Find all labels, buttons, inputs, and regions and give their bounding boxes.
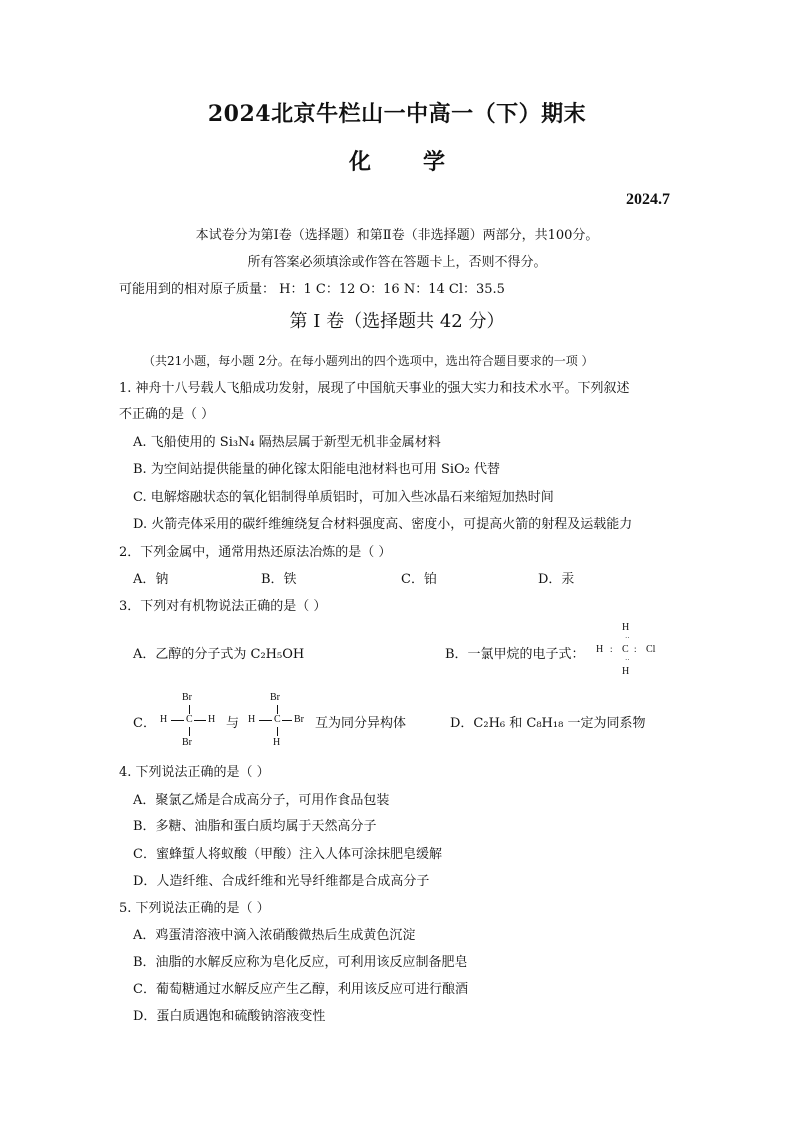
q5-option-a: A．鸡蛋清溶液中滴入浓硝酸微热后生成黄色沉淀: [133, 928, 416, 943]
q5-option-d: D．蛋白质遇饱和硫酸钠溶液变性: [133, 1009, 326, 1024]
q3-option-b: B．一氯甲烷的电子式：: [445, 647, 585, 662]
ed-bottom-dots: ··: [625, 656, 630, 664]
dibromomethane-structure-1: [160, 692, 220, 750]
s2-left-bond: [259, 720, 272, 721]
s2-right-atom: Br: [294, 714, 304, 725]
s2-bottom-atom: H: [273, 737, 281, 748]
q3-option-c-prefix: C．: [133, 716, 156, 731]
s2-bottom-bond: [277, 727, 278, 736]
atomic-masses: 可能用到的相对原子质量： H：1 C：12 O：16 N：14 Cl：35.5: [119, 282, 505, 297]
ed-center-atom: C: [622, 644, 629, 655]
subject-char-1: 化: [348, 149, 371, 175]
q2-option-d: D．汞: [538, 572, 575, 587]
q2-option-b: B．铁: [261, 572, 297, 587]
ed-top-dots: ··: [625, 634, 630, 642]
q3-option-a: A．乙醇的分子式为 C₂H₅OH: [133, 647, 305, 662]
q2-option-c: C．铂: [401, 572, 437, 587]
section-title: 第 Ⅰ 卷（选择题共 42 分）: [289, 311, 505, 332]
q1-option-b: B. 为空间站提供能量的砷化镓太阳能电池材料也可用 SiO₂ 代替: [133, 462, 501, 477]
s2-top-bond: [277, 705, 278, 714]
s1-left-atom: H: [160, 714, 168, 725]
s2-right-bond: [282, 720, 292, 721]
s1-right-atom: H: [208, 714, 216, 725]
ed-right-atom: Cl: [646, 644, 656, 655]
s1-bottom-bond: [189, 727, 190, 736]
ed-right-dots: :: [634, 644, 637, 654]
ed-top-atom: H: [622, 622, 630, 633]
q5-option-b: B．油脂的水解反应称为皂化反应，可利用该反应制备肥皂: [133, 955, 468, 970]
q1-option-c: C. 电解熔融状态的氧化铝制得单质铝时，可加入些冰晶石来缩短加热时间: [133, 490, 554, 505]
subject-title: [0, 145, 794, 176]
subject-char-2: 学: [423, 149, 446, 175]
q4-option-d: D．人造纤维、合成纤维和光导纤维都是合成高分子: [133, 874, 430, 889]
s1-center-atom: C: [186, 714, 193, 725]
q2-option-a: A．钠: [133, 572, 169, 587]
intro-line-2: 所有答案必须填涂或作答在答题卡上，否则不得分。: [247, 255, 547, 270]
q4-option-a: A．聚氯乙烯是合成高分子，可用作食品包装: [133, 793, 390, 808]
s1-left-bond: [171, 720, 184, 721]
s1-right-bond: [194, 720, 206, 721]
chloromethane-electron-formula: [596, 622, 666, 682]
s2-left-atom: H: [248, 714, 256, 725]
exam-title: 2024北京牛栏山一中高一（下）期末: [207, 101, 587, 127]
dibromomethane-structure-2: [248, 692, 312, 750]
section-instruction: （共21小题，每小题 2分。在每小题列出的四个选项中，选出符合题目要求的一项 ）: [143, 354, 594, 368]
q3-stem: 3．下列对有机物说法正确的是（ ）: [119, 599, 327, 614]
q3-option-c-and: 与: [226, 716, 240, 731]
q4-option-b: B．多糖、油脂和蛋白质均属于天然高分子: [133, 819, 377, 834]
q2-stem: 2．下列金属中，通常用热还原法冶炼的是（ ）: [119, 545, 392, 560]
q5-stem: 5. 下列说法正确的是（ ）: [119, 901, 270, 916]
q1-option-d: D. 火箭壳体采用的碳纤维缠绕复合材料强度高、密度小，可提高火箭的射程及运载能力: [133, 517, 633, 532]
s1-top-bond: [189, 705, 190, 714]
ed-left-atom: H: [596, 644, 604, 655]
q1-stem-line1: 1. 神舟十八号载人飞船成功发射，展现了中国航天事业的强大实力和技术水平。下列叙述: [119, 381, 630, 396]
q4-stem: 4. 下列说法正确的是（ ）: [119, 765, 270, 780]
ed-left-dots: :: [610, 644, 613, 654]
ed-bottom-atom: H: [622, 666, 630, 677]
q1-option-a: A. 飞船使用的 Si₃N₄ 隔热层属于新型无机非金属材料: [133, 435, 441, 450]
intro-line-1: 本试卷分为第Ⅰ卷（选择题）和第Ⅱ卷（非选择题）两部分，共100分。: [195, 228, 599, 243]
q3-option-c-suffix: 互为同分异构体: [315, 716, 407, 731]
s2-center-atom: C: [274, 714, 281, 725]
q5-option-c: C．葡萄糖通过水解反应产生乙醇，利用该反应可进行酿酒: [133, 982, 468, 997]
exam-date: 2024.7: [626, 191, 670, 208]
q3-option-d: D．C₂H₆ 和 C₈H₁₈ 一定为同系物: [450, 716, 646, 731]
q1-stem-line2: 不正确的是（ ）: [119, 407, 215, 422]
q4-option-c: C．蜜蜂蜇人将蚁酸（甲酸）注入人体可涂抹肥皂缓解: [133, 847, 442, 862]
s1-top-atom: Br: [182, 692, 192, 703]
s2-top-atom: Br: [270, 692, 280, 703]
s1-bottom-atom: Br: [182, 737, 192, 748]
